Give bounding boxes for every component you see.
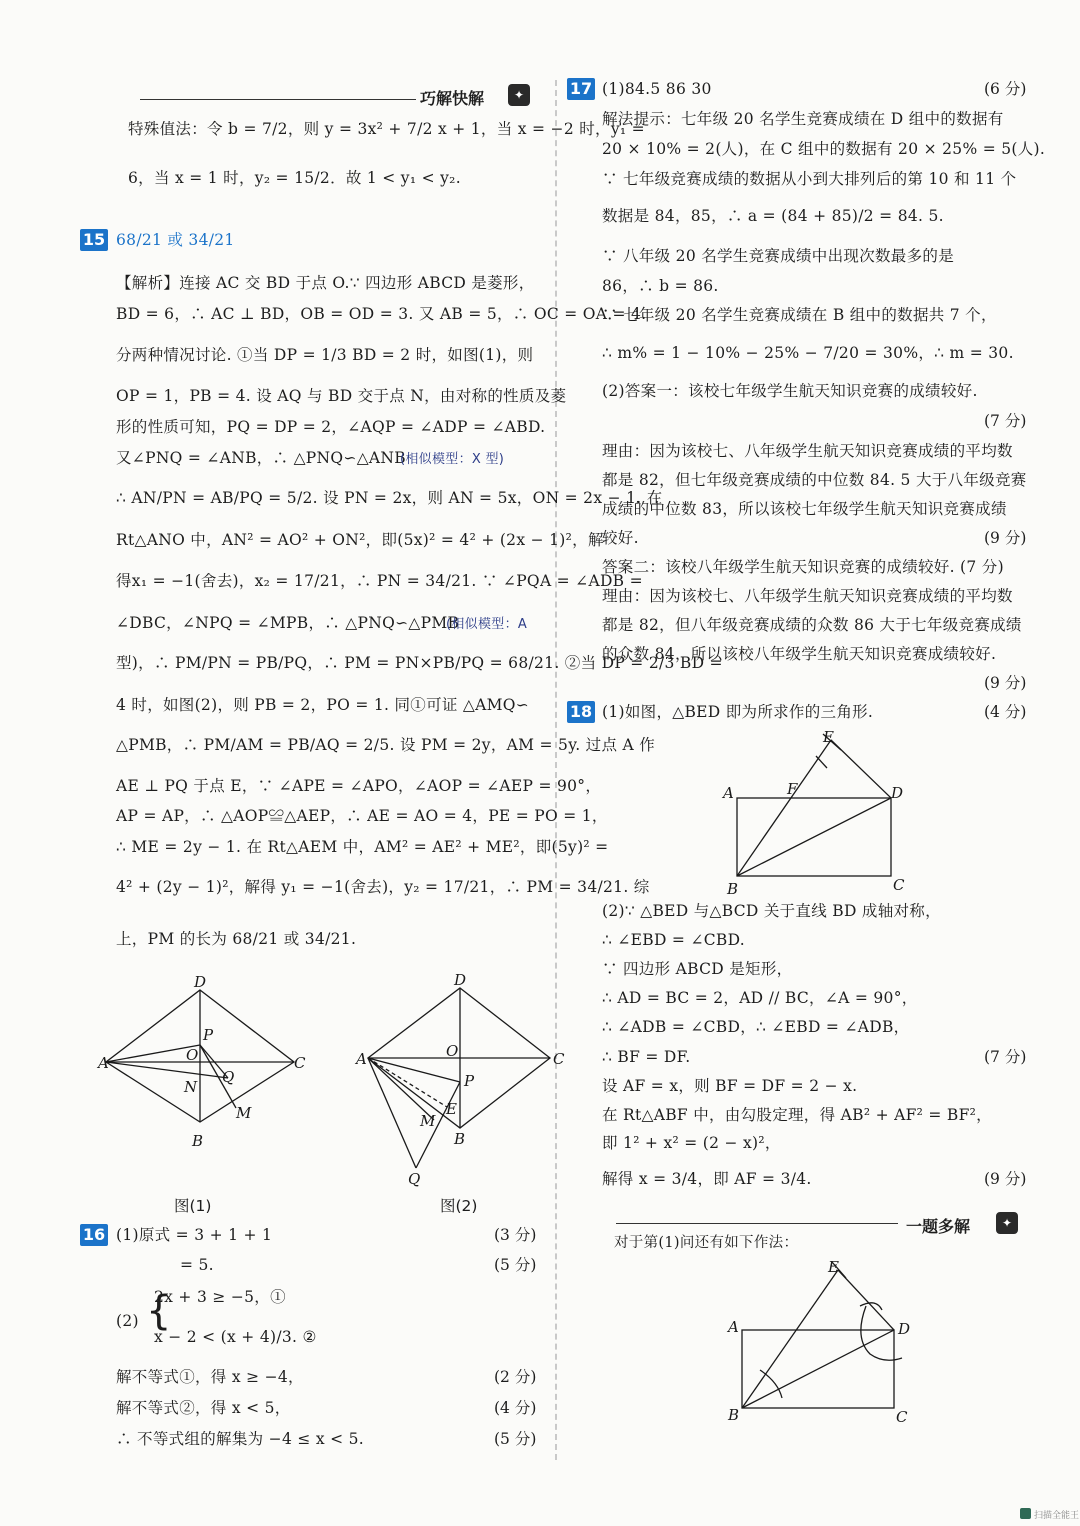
text-line: ∴ ME = 2y − 1. 在 Rt△AEM 中，AM² = AE² + ME²，即(5y)² = [116, 838, 609, 856]
text-line: Rt△ANO 中，AN² = AO² + ON²，即(5x)² = 4² + (2x − 1)²，解 [116, 531, 604, 549]
segment-ed [838, 1270, 894, 1330]
label-a: A [356, 1050, 367, 1068]
q17-line: 都是 82，但七年级竞赛成绩的中位数 84. 5 大于八年级竞赛 [602, 471, 1027, 489]
q16-step: = 5. [180, 1256, 214, 1274]
text-line: BD = 6，∴ AC ⊥ BD，OB = OD = 3. 又 AB = 5，∴ OC = OA = 4. [116, 305, 647, 323]
label-e: E [823, 728, 834, 746]
figure-q18-rectangle [715, 728, 925, 898]
q18-line: ∴ BF = DF. [602, 1048, 691, 1066]
figure-2-rhombus [350, 970, 575, 1190]
q16-score: (3 分) [494, 1226, 537, 1244]
label-p: P [464, 1072, 475, 1090]
q18-line: (2)∵ △BED 与△BCD 关于直线 BD 成轴对称， [602, 902, 941, 920]
label-b: B [454, 1130, 466, 1148]
label-b: B [728, 1406, 740, 1424]
brace-icon: { [146, 1288, 172, 1334]
question-number-15: 15 [80, 229, 108, 251]
label-d: D [898, 1320, 911, 1338]
q17-line: ∴ m% = 1 − 10% − 25% − 7/20 = 30%，∴ m = 30. [602, 344, 1014, 362]
watermark-text: 扫描全能王 [1034, 1511, 1080, 1521]
q17-line: 成绩的中位数 83，所以该校七年级学生航天知识竞赛成绩 [602, 500, 1007, 518]
label-p: P [203, 1026, 214, 1044]
label-c: C [893, 876, 905, 894]
segment-aq [106, 1062, 228, 1078]
question-number-18: 18 [567, 701, 595, 723]
inequality-1: 2x + 3 ≥ −5，① [154, 1288, 286, 1306]
q17-score: (7 分) [984, 412, 1027, 430]
figure-2-caption: 图(2) [440, 1197, 478, 1215]
q17-line: (1)84.5 86 30 [602, 80, 712, 98]
label-e: E [446, 1100, 457, 1118]
q18-line: ∵ 四边形 ABCD 是矩形， [602, 960, 793, 978]
q17-score: (9 分) [984, 674, 1027, 692]
label-e: E [828, 1258, 839, 1276]
q17-score: (9 分) [984, 529, 1027, 547]
q16-score: (2 分) [494, 1368, 537, 1386]
text-line: 又∠PNQ = ∠ANB，∴ △PNQ∽△ANB [116, 449, 406, 467]
text-line: ∠DBC，∠NPQ = ∠MPB，∴ △PNQ∽△PMB [116, 614, 460, 632]
label-d: D [454, 971, 467, 989]
label-m: M [236, 1104, 252, 1122]
label-c: C [553, 1050, 565, 1068]
text-line: 得x₁ = −1(舍去)，x₂ = 17/21，∴ PN = 34/21. ∵ ∠PQA = ∠ADB = [116, 572, 643, 590]
label-a: A [728, 1318, 739, 1336]
text-line: 4² + (2y − 1)²，解得 y₁ = −1(舍去)，y₂ = 17/21，∴ PM = 34/21. 综 [116, 878, 650, 896]
q18-line: 设 AF = x，则 BF = DF = 2 − x. [602, 1077, 858, 1095]
q17-line: 数据是 84，85，∴ a = (84 + 85)/2 = 84. 5. [602, 207, 944, 225]
multi-title: 一题多解 [906, 1217, 971, 1236]
segment-be [737, 740, 831, 876]
label-b: B [727, 880, 739, 898]
label-c: C [896, 1408, 908, 1426]
label-n: N [184, 1078, 198, 1096]
segment-ae [368, 1058, 447, 1107]
q16-score: (5 分) [494, 1430, 537, 1448]
q16-label: (2) [116, 1312, 139, 1330]
q18-line: (1)如图，△BED 即为所求作的三角形. [602, 703, 874, 721]
header-badge-icon: ✦ [508, 84, 530, 106]
label-f: F [787, 780, 798, 798]
q17-line: 86，∴ b = 86. [602, 277, 719, 295]
text-line: 特殊值法：令 b = 7/2，则 y = 3x² + 7/2 x + 1，当 x = −2 时，y₁ = [128, 120, 645, 138]
q18-line: ∴ ∠ADB = ∠CBD，∴ ∠EBD = ∠ADB， [602, 1018, 910, 1036]
label-q: Q [222, 1068, 235, 1086]
text-line: 上，PM 的长为 68/21 或 34/21. [116, 930, 357, 948]
label-m: M [420, 1112, 436, 1130]
diagonal-bd [742, 1330, 894, 1408]
q15-answer: 68/21 或 34/21 [116, 231, 235, 249]
text-line: AE ⊥ PQ 于点 E，∵ ∠APE = ∠APO，∠AOP = ∠AEP = 90°， [116, 777, 602, 795]
figure-1-rhombus [88, 970, 318, 1160]
handwritten-note: (相似模型：A [446, 617, 528, 632]
scanner-logo-icon [1020, 1508, 1031, 1519]
q16-step: 解不等式①，得 x ≥ −4， [116, 1368, 304, 1386]
q17-line: (2)答案一：该校七年级学生航天知识竞赛的成绩较好. [602, 382, 978, 400]
q17-line: ∵ 七年级竞赛成绩的数据从小到大排列后的第 10 和 11 个 [602, 170, 1017, 188]
q17-line: ∵ 八年级 20 名学生竞赛成绩中出现次数最多的是 [602, 247, 955, 265]
segment-aq [368, 1058, 416, 1168]
header-title: 巧解快解 [420, 89, 485, 108]
q16-step: (1)原式 = 3 + 1 + 1 [116, 1226, 273, 1244]
label-a: A [98, 1054, 109, 1072]
q17-line: 的众数 84，所以该校八年级学生航天知识竞赛成绩较好. [602, 645, 997, 663]
q16-score: (4 分) [494, 1399, 537, 1417]
label-o: O [446, 1042, 459, 1060]
label-q: Q [408, 1170, 421, 1188]
label-b: B [192, 1132, 204, 1150]
q17-line: 答案二：该校八年级学生航天知识竞赛的成绩较好. (7 分) [602, 558, 1004, 576]
text-line: ∴ AN/PN = AB/PQ = 5/2. 设 PN = 2x，则 AN = 5x，ON = 2x − 1. 在 [116, 489, 663, 507]
multi-rule [616, 1223, 898, 1224]
label-c: C [294, 1054, 306, 1072]
q17-line: ∵ 七年级 20 名学生竞赛成绩在 B 组中的数据共 7 个， [602, 306, 997, 324]
q17-line: 理由：因为该校七、八年级学生航天知识竞赛成绩的平均数 [602, 442, 1013, 460]
arc-mark [816, 756, 827, 768]
construction-arc [861, 1306, 902, 1360]
text-line: AP = AP，∴ △AOP≌△AEP，∴ AE = AO = 4，PE = PO = 1， [116, 807, 608, 825]
q17-line: 都是 82，但八年级竞赛成绩的众数 86 大于七年级竞赛成绩 [602, 616, 1022, 634]
header-rule [140, 99, 416, 100]
q18-line: 即 1² + x² = (2 − x)²， [602, 1134, 781, 1152]
q17-score: (6 分) [984, 80, 1027, 98]
figure-q18-alt-construction [720, 1258, 940, 1428]
q17-line: 较好. [602, 529, 639, 547]
q18-line: 在 Rt△ABF 中，由勾股定理，得 AB² + AF² = BF²， [602, 1106, 992, 1124]
label-d: D [891, 784, 904, 802]
q17-line: 解法提示：七年级 20 名学生竞赛成绩在 D 组中的数据有 [602, 110, 1004, 128]
question-number-17: 17 [567, 78, 595, 100]
multi-note: 对于第(1)问还有如下作法： [614, 1235, 799, 1251]
segment-am [368, 1058, 434, 1120]
q18-score: (7 分) [984, 1048, 1027, 1066]
q18-line: 解得 x = 3/4，即 AF = 3/4. [602, 1170, 812, 1188]
q18-score: (4 分) [984, 703, 1027, 721]
diagonal-bd [737, 798, 891, 876]
multi-badge-icon: ✦ [996, 1212, 1018, 1234]
segment-ap [368, 1058, 460, 1082]
text-line: 4 时，如图(2)，则 PB = 2，PO = 1. 同①可证 △AMQ∽ [116, 696, 530, 714]
text-line: 【解析】连接 AC 交 BD 于点 O.∵ 四边形 ABCD 是菱形， [116, 274, 535, 292]
q18-score: (9 分) [984, 1170, 1027, 1188]
text-line: 型)，∴ PM/PN = PB/PQ，∴ PM = PN×PB/PQ = 68/21. ②当 DP = 2/3 BD = [116, 654, 723, 672]
text-line: △PMB，∴ PM/AM = PB/AQ = 2/5. 设 PM = 2y，AM = 5y. 过点 A 作 [116, 736, 656, 754]
q18-line: ∴ ∠EBD = ∠CBD. [602, 931, 745, 949]
segment-be [742, 1270, 838, 1408]
q16-step: ∴ 不等式组的解集为 −4 ≤ x < 5. [116, 1430, 365, 1448]
text-line: 分两种情况讨论. ①当 DP = 1/3 BD = 2 时，如图(1)，则 [116, 346, 534, 364]
text-line: OP = 1，PB = 4. 设 AQ 与 BD 交于点 N，由对称的性质及菱 [116, 387, 567, 405]
question-number-16: 16 [80, 1224, 108, 1246]
figure-1-caption: 图(1) [174, 1197, 212, 1215]
q16-step: 解不等式②，得 x < 5， [116, 1399, 291, 1417]
text-line: 6，当 x = 1 时，y₂ = 15/2．故 1 < y₁ < y₂. [128, 169, 461, 187]
label-o: O [186, 1046, 199, 1064]
q16-score: (5 分) [494, 1256, 537, 1274]
label-a: A [723, 784, 734, 802]
handwritten-note: (相似模型：X 型) [400, 452, 505, 467]
q18-line: ∴ AD = BC = 2，AD // BC，∠A = 90°， [602, 989, 918, 1007]
text-line: 形的性质可知，PQ = DP = 2，∠AQP = ∠ADP = ∠ABD. [116, 418, 546, 436]
q17-line: 理由：因为该校七、八年级学生航天知识竞赛成绩的平均数 [602, 587, 1013, 605]
column-divider [555, 80, 557, 1460]
construction-arc [860, 1303, 882, 1310]
inequality-2: x − 2 < (x + 4)/3. ② [154, 1328, 317, 1346]
q17-line: 20 × 10% = 2(人)，在 C 组中的数据有 20 × 25% = 5(人). [602, 140, 1046, 158]
label-d: D [194, 973, 207, 991]
